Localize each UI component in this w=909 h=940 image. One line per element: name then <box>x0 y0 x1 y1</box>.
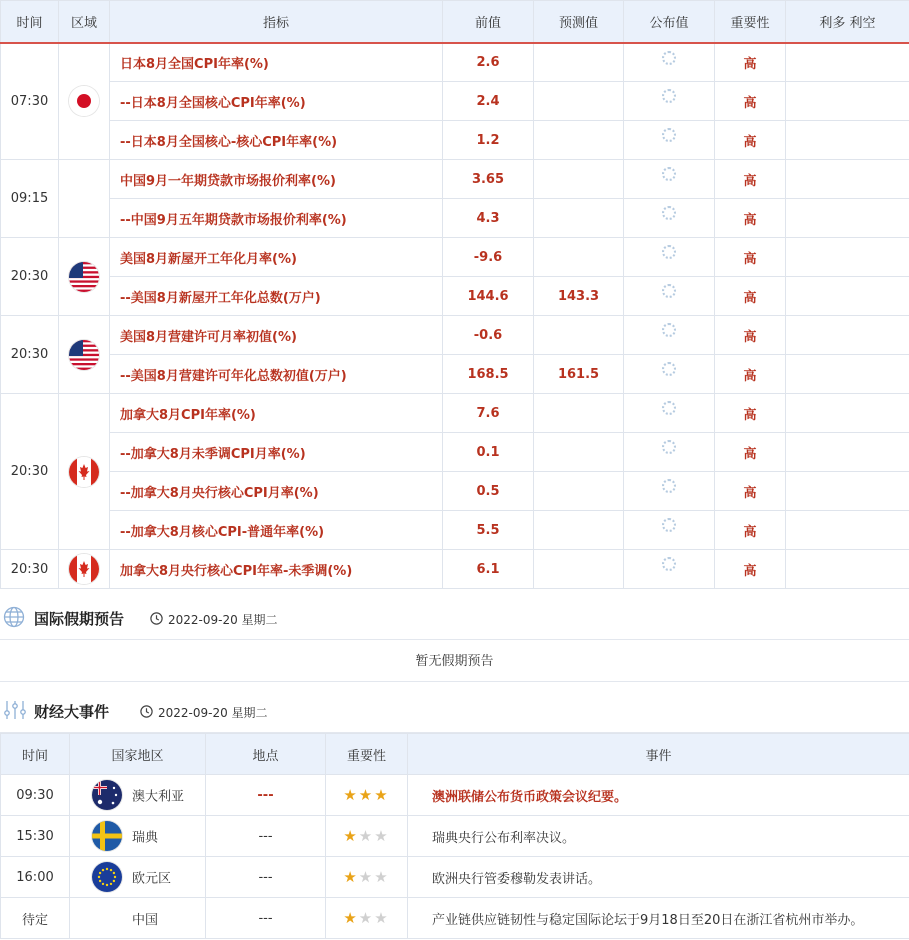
event-time: 20:30 <box>1 550 59 589</box>
importance-value: 高 <box>715 160 786 199</box>
eu-flag-icon <box>92 862 122 892</box>
header-event: 事件 <box>408 734 909 775</box>
forecast-value <box>534 472 624 511</box>
globe-icon <box>3 606 25 632</box>
previous-value: -0.6 <box>443 316 534 355</box>
importance-value: 高 <box>715 394 786 433</box>
importance-stars <box>326 857 408 898</box>
star-filled-icon: ★ <box>343 909 359 927</box>
loading-spinner-icon <box>662 440 676 454</box>
importance-value: 高 <box>715 238 786 277</box>
header-actual: 公布值 <box>624 1 715 43</box>
star-filled-icon: ★ <box>358 786 375 804</box>
table-row <box>1 816 909 857</box>
importance-value: 高 <box>715 43 786 82</box>
events-date: 2022-09-20 星期二 <box>158 706 268 720</box>
table-row <box>1 550 909 589</box>
header-time: 时间 <box>1 1 59 43</box>
importance-value: 高 <box>715 550 786 589</box>
impact-cell <box>786 550 909 589</box>
previous-value: 168.5 <box>443 355 534 394</box>
table-row <box>1 511 909 550</box>
loading-spinner-icon <box>662 401 676 415</box>
previous-value: 0.1 <box>443 433 534 472</box>
loading-spinner-icon <box>662 89 676 103</box>
holiday-date: 2022-09-20 星期二 <box>168 613 278 627</box>
previous-value: 3.65 <box>443 160 534 199</box>
event-time: 09:15 <box>1 160 59 238</box>
forecast-value <box>534 316 624 355</box>
table-row <box>1 238 909 277</box>
impact-cell <box>786 316 909 355</box>
importance-value: 高 <box>715 472 786 511</box>
previous-value: 7.6 <box>443 394 534 433</box>
events-section-title: 财经大事件 <box>34 703 110 721</box>
event-description: 产业链供应链韧性与稳定国际论坛于9月18日至20日在浙江省杭州市举办。 <box>408 898 909 939</box>
loading-spinner-icon <box>662 51 676 65</box>
star-empty-icon: ★ <box>374 827 390 845</box>
importance-value: 高 <box>715 82 786 121</box>
previous-value: 2.4 <box>443 82 534 121</box>
impact-cell <box>786 121 909 160</box>
table-row <box>1 316 909 355</box>
loading-spinner-icon <box>662 518 676 532</box>
forecast-value <box>534 43 624 82</box>
importance-value: 高 <box>715 355 786 394</box>
impact-cell <box>786 472 909 511</box>
country-name: 瑞典 <box>132 830 159 846</box>
impact-cell <box>786 160 909 199</box>
importance-value: 高 <box>715 511 786 550</box>
event-description: 澳洲联储公布货币政策会议纪要。 <box>408 775 909 816</box>
event-time: 16:00 <box>1 857 70 898</box>
forecast-value <box>534 121 624 160</box>
table-row <box>1 472 909 511</box>
previous-value: 2.6 <box>443 43 534 82</box>
forecast-value <box>534 433 624 472</box>
star-empty-icon: ★ <box>358 827 375 845</box>
importance-value: 高 <box>715 316 786 355</box>
event-time: 20:30 <box>1 316 59 394</box>
indicator-link[interactable]: --日本8月全国核心CPI年率(%) <box>110 82 443 121</box>
forecast-value <box>534 511 624 550</box>
star-empty-icon: ★ <box>374 868 390 886</box>
indicator-link[interactable]: --中国9月五年期贷款市场报价利率(%) <box>110 199 443 238</box>
table-row <box>1 857 909 898</box>
importance-value: 高 <box>715 199 786 238</box>
usa-flag-icon <box>69 262 99 292</box>
loading-spinner-icon <box>662 284 676 298</box>
event-place: --- <box>206 816 326 857</box>
japan-flag-icon <box>69 86 99 116</box>
impact-cell <box>786 433 909 472</box>
loading-spinner-icon <box>662 557 676 571</box>
event-description: 瑞典央行公布利率决议。 <box>408 816 909 857</box>
table-row <box>1 43 909 82</box>
region-cell-empty <box>59 160 110 238</box>
event-place: --- <box>206 857 326 898</box>
canada-flag-icon <box>69 457 99 487</box>
forecast-value <box>534 238 624 277</box>
indicator-link[interactable]: --美国8月营建许可年化总数初值(万户) <box>110 355 443 394</box>
forecast-value: 143.3 <box>534 277 624 316</box>
previous-value: 4.3 <box>443 199 534 238</box>
table-row <box>1 121 909 160</box>
header-importance: 重要性 <box>715 1 786 43</box>
star-filled-icon: ★ <box>374 786 390 804</box>
header-region: 区域 <box>59 1 110 43</box>
country-name: 澳大利亚 <box>132 789 185 805</box>
event-time: 07:30 <box>1 43 59 160</box>
financial-events-table <box>0 733 909 939</box>
forecast-value <box>534 199 624 238</box>
indicator-link[interactable]: 美国8月新屋开工年化月率(%) <box>110 238 443 277</box>
indicator-link[interactable]: --日本8月全国核心-核心CPI年率(%) <box>110 121 443 160</box>
event-description: 欧洲央行管委穆勒发表讲话。 <box>408 857 909 898</box>
table-row <box>1 277 909 316</box>
impact-cell <box>786 277 909 316</box>
loading-spinner-icon <box>662 245 676 259</box>
sweden-flag-icon <box>92 821 122 851</box>
table-row <box>1 160 909 199</box>
holiday-section-title: 国际假期预告 <box>34 610 125 628</box>
forecast-value <box>534 394 624 433</box>
header-forecast: 预测值 <box>534 1 624 43</box>
indicator-link[interactable]: --加拿大8月未季调CPI月率(%) <box>110 433 443 472</box>
event-time: 20:30 <box>1 238 59 316</box>
indicator-link[interactable]: 中国9月一年期贷款市场报价利率(%) <box>110 160 443 199</box>
table-row <box>1 199 909 238</box>
loading-spinner-icon <box>662 167 676 181</box>
events-header-row <box>1 734 909 775</box>
impact-cell <box>786 82 909 121</box>
star-empty-icon: ★ <box>358 909 375 927</box>
previous-value: 144.6 <box>443 277 534 316</box>
header-country: 国家地区 <box>70 734 206 775</box>
table-row <box>1 775 909 816</box>
event-time: 15:30 <box>1 816 70 857</box>
header-indicator: 指标 <box>110 1 443 43</box>
star-empty-icon: ★ <box>374 909 390 927</box>
impact-cell <box>786 199 909 238</box>
table-row <box>1 433 909 472</box>
event-time: 20:30 <box>1 394 59 550</box>
loading-spinner-icon <box>662 323 676 337</box>
event-time: 09:30 <box>1 775 70 816</box>
indicator-link[interactable]: 日本8月全国CPI年率(%) <box>110 43 443 82</box>
sliders-icon <box>3 699 27 725</box>
star-filled-icon: ★ <box>343 868 359 886</box>
country-name: 欧元区 <box>132 871 172 887</box>
importance-stars <box>326 898 408 939</box>
events-section-header <box>0 689 909 733</box>
forecast-value <box>534 82 624 121</box>
australia-flag-icon <box>92 780 122 810</box>
impact-cell <box>786 511 909 550</box>
loading-spinner-icon <box>662 206 676 220</box>
star-filled-icon: ★ <box>343 786 359 804</box>
event-time: 待定 <box>1 898 70 939</box>
impact-cell <box>786 355 909 394</box>
table-row <box>1 898 909 939</box>
star-filled-icon: ★ <box>343 827 359 845</box>
previous-value: 1.2 <box>443 121 534 160</box>
country-name: 中国 <box>132 912 159 928</box>
impact-cell <box>786 238 909 277</box>
importance-value: 高 <box>715 433 786 472</box>
impact-cell <box>786 43 909 82</box>
forecast-value: 161.5 <box>534 355 624 394</box>
importance-value: 高 <box>715 277 786 316</box>
importance-value: 高 <box>715 121 786 160</box>
header-importance: 重要性 <box>326 734 408 775</box>
previous-value: 5.5 <box>443 511 534 550</box>
loading-spinner-icon <box>662 479 676 493</box>
clock-icon <box>140 705 153 722</box>
forecast-value <box>534 550 624 589</box>
previous-value: -9.6 <box>443 238 534 277</box>
table-row <box>1 394 909 433</box>
event-place: --- <box>206 775 326 816</box>
header-time: 时间 <box>1 734 70 775</box>
event-place: --- <box>206 898 326 939</box>
importance-stars <box>326 775 408 816</box>
importance-stars <box>326 816 408 857</box>
indicator-link[interactable]: 加拿大8月央行核心CPI年率-未季调(%) <box>110 550 443 589</box>
indicator-link[interactable]: --加拿大8月央行核心CPI月率(%) <box>110 472 443 511</box>
clock-icon <box>150 612 163 629</box>
table-row <box>1 82 909 121</box>
indicator-link[interactable]: 加拿大8月CPI年率(%) <box>110 394 443 433</box>
canada-flag-icon <box>69 554 99 584</box>
indicator-link[interactable]: --加拿大8月核心CPI-普通年率(%) <box>110 511 443 550</box>
impact-cell <box>786 394 909 433</box>
calendar-header-row <box>1 1 909 43</box>
previous-value: 6.1 <box>443 550 534 589</box>
header-previous: 前值 <box>443 1 534 43</box>
previous-value: 0.5 <box>443 472 534 511</box>
indicator-link[interactable]: 美国8月营建许可月率初值(%) <box>110 316 443 355</box>
usa-flag-icon <box>69 340 99 370</box>
table-row <box>1 355 909 394</box>
indicator-link[interactable]: --美国8月新屋开工年化总数(万户) <box>110 277 443 316</box>
star-empty-icon: ★ <box>358 868 375 886</box>
header-place: 地点 <box>206 734 326 775</box>
holiday-empty-message: 暂无假期预告 <box>0 641 909 682</box>
header-impact: 利多 利空 <box>786 1 909 43</box>
holiday-section-header <box>0 596 909 640</box>
loading-spinner-icon <box>662 128 676 142</box>
loading-spinner-icon <box>662 362 676 376</box>
forecast-value <box>534 160 624 199</box>
